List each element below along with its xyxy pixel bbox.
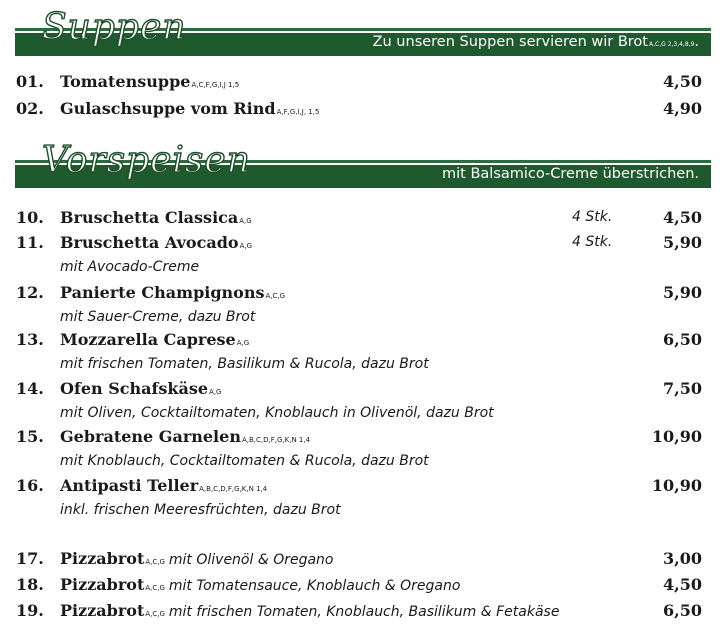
- section-title-vorspeisen: Vorspeisen: [42, 140, 251, 181]
- item-name: [60, 99, 319, 118]
- item-number: 19.: [16, 601, 44, 620]
- item-name: [60, 601, 559, 620]
- menu-item: [14, 427, 702, 449]
- item-price: 5,90: [663, 233, 702, 252]
- menu-item: [14, 283, 702, 305]
- item-price: 3,00: [663, 549, 702, 568]
- item-number: 02.: [16, 99, 44, 118]
- item-number: 18.: [16, 575, 44, 594]
- menu-item: [14, 549, 702, 571]
- item-allergens: A,C,F,G,I,J 1,5: [191, 81, 240, 89]
- item-quantity: 4 Stk.: [572, 209, 613, 225]
- item-name: [60, 208, 252, 227]
- item-allergens: A,G: [209, 388, 222, 396]
- item-price: 5,90: [663, 283, 702, 302]
- menu-item: [14, 476, 702, 498]
- item-allergens: A,G: [239, 242, 253, 250]
- item-number: 17.: [16, 549, 44, 568]
- item-name-text: Pizzabrot: [60, 601, 145, 620]
- item-number: 12.: [16, 283, 44, 302]
- item-price: 4,50: [663, 575, 702, 594]
- item-number: 15.: [16, 427, 44, 446]
- section-title-suppen: Suppen: [42, 7, 187, 48]
- item-description: mit Tomatensauce, Knoblauch & Oregano: [168, 578, 461, 594]
- menu-item: [14, 208, 702, 230]
- item-description: mit frischen Tomaten, Knoblauch, Basilikum & Fetakäse: [168, 604, 560, 620]
- item-number: 01.: [16, 72, 44, 91]
- item-allergens: A,C,G: [145, 558, 165, 566]
- item-price: 4,90: [663, 99, 702, 118]
- item-allergens: A,F,G,I,J, 1,5: [276, 108, 320, 116]
- item-allergens: A,G: [239, 217, 252, 225]
- item-description: mit Sauer-Creme, dazu Brot: [60, 309, 256, 325]
- item-number: 11.: [16, 233, 44, 252]
- item-allergens: A,C,G: [145, 584, 165, 592]
- menu-item: [14, 330, 702, 352]
- item-allergens: A,C,G: [265, 292, 286, 300]
- item-name: [60, 379, 221, 398]
- item-name-text: Ofen Schafskäse: [60, 379, 209, 398]
- item-name-text: Gebratene Garnelen: [60, 427, 241, 446]
- item-name-text: Bruschetta Avocado: [60, 233, 239, 252]
- item-name: [60, 283, 285, 302]
- menu-item: [14, 601, 702, 623]
- item-description: inkl. frischen Meeresfrüchten, dazu Brot: [60, 502, 341, 518]
- item-description: mit Olivenöl & Oregano: [168, 552, 334, 568]
- item-allergens: A,G: [236, 339, 250, 347]
- item-name-text: Pizzabrot: [60, 549, 145, 568]
- item-number: 14.: [16, 379, 44, 398]
- item-name: [60, 427, 310, 446]
- menu-item: [14, 575, 702, 597]
- item-description: mit frischen Tomaten, Basilikum & Rucola, dazu Brot: [60, 356, 429, 372]
- item-name-text: Bruschetta Classica: [60, 208, 239, 227]
- item-name: [60, 72, 239, 91]
- menu-item: [14, 99, 702, 121]
- item-name: [60, 575, 460, 594]
- item-price: 4,50: [663, 208, 702, 227]
- item-name-text: Antipasti Teller: [60, 476, 199, 495]
- item-name-text: Tomatensuppe: [60, 72, 191, 91]
- item-price: 6,50: [663, 601, 702, 620]
- section-note-vorspeisen: mit Balsamico-Creme überstrichen.: [442, 166, 699, 182]
- item-name-text: Mozzarella Caprese: [60, 330, 236, 349]
- item-name: [60, 330, 249, 349]
- item-name: [60, 549, 334, 568]
- item-description: mit Knoblauch, Cocktailtomaten & Rucola, dazu Brot: [60, 453, 429, 469]
- item-allergens: A,C,G: [145, 610, 165, 618]
- item-price: 7,50: [663, 379, 702, 398]
- item-name: [60, 233, 252, 252]
- section-note-suppen: Zu unseren Suppen servieren wir BrotA,C,G 2,3,4,8,9.: [372, 34, 699, 50]
- item-price: 10,90: [651, 476, 702, 495]
- item-price: 10,90: [651, 427, 702, 446]
- item-number: 10.: [16, 208, 44, 227]
- item-description: mit Oliven, Cocktailtomaten, Knoblauch in Olivenöl, dazu Brot: [60, 405, 494, 421]
- item-number: 13.: [16, 330, 44, 349]
- item-price: 4,50: [663, 72, 702, 91]
- item-name: [60, 476, 267, 495]
- item-number: 16.: [16, 476, 44, 495]
- item-name-text: Panierte Champignons: [60, 283, 265, 302]
- item-description: mit Avocado-Creme: [60, 259, 200, 275]
- item-allergens: A,B,C,D,F,G,K,N 1,4: [241, 436, 311, 444]
- item-quantity: 4 Stk.: [572, 234, 613, 250]
- menu-item: [14, 72, 702, 94]
- menu-item: [14, 233, 702, 255]
- item-name-text: Pizzabrot: [60, 575, 145, 594]
- item-name-text: Gulaschsuppe vom Rind: [60, 99, 276, 118]
- item-allergens: A,B,C,D,F,G,K,N 1,4: [199, 485, 268, 493]
- item-price: 6,50: [663, 330, 702, 349]
- menu-item: [14, 379, 702, 401]
